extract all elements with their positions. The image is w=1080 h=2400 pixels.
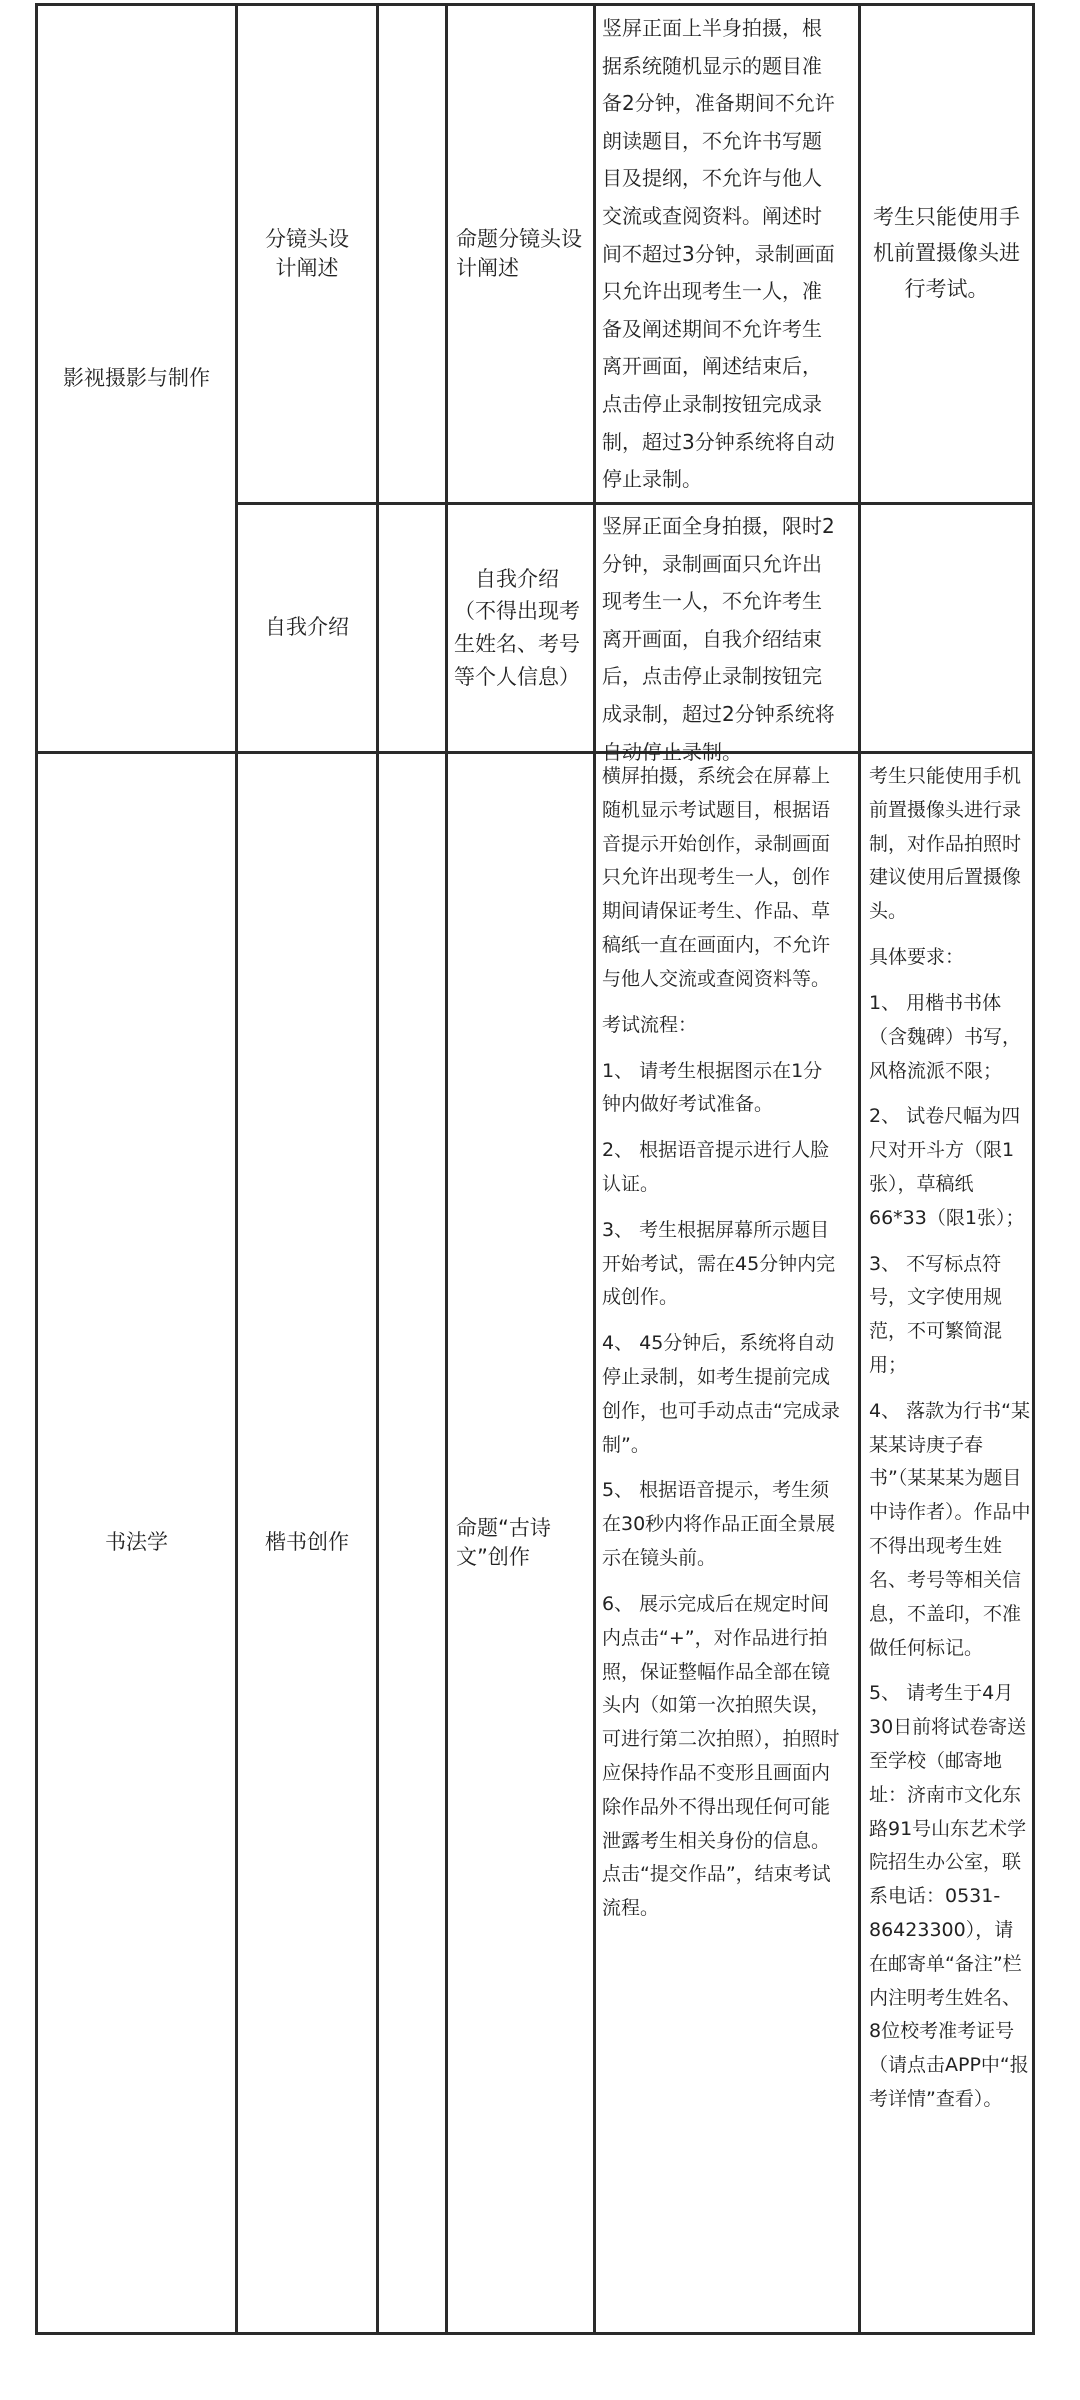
note-paragraph: 1、 用楷书书体（含魏碑）书写，风格流派不限； bbox=[869, 991, 1022, 1082]
requirement-paragraph: 6、 展示完成后在规定时间内点击“+”，对作品进行拍照，保证整幅作品全部在镜头内（如第一次拍照失误，可进行第二次拍照），拍照时应保持作品不变形且画面内除作品外不得出现任何可能泄露考生相关身份的信息。点击“提交作品”，结束考试流程。 bbox=[602, 1592, 840, 1920]
requirement-paragraph: 4、 45分钟后，系统将自动停止录制，如考生提前完成创作，也可手动点击“完成录制”。 bbox=[602, 1332, 840, 1456]
requirement-paragraph: 3、 考生根据屏幕所示题目开始考试，需在45分钟内完成创作。 bbox=[602, 1218, 836, 1309]
subject-name: 分镜头设计阐述 bbox=[265, 226, 349, 280]
requirement-paragraph: 5、 根据语音提示，考生须在30秒内将作品正面全景展示在镜头前。 bbox=[602, 1479, 836, 1570]
note-paragraph: 2、 试卷尺幅为四尺对开斗方（限1张），草稿纸66*33（限1张）； bbox=[869, 1105, 1025, 1229]
subject-name: 自我介绍 bbox=[265, 615, 349, 640]
column-divider bbox=[1032, 3, 1035, 2335]
table-border-bottom bbox=[35, 2332, 1035, 2335]
requirement-paragraph: 1、 请考生根据图示在1分钟内做好考试准备。 bbox=[602, 1059, 823, 1116]
requirement-cell bbox=[596, 508, 840, 771]
requirement-text: 竖屏正面全身拍摄，限时2分钟，录制画面只允许出现考生一人，不允许考生离开画面，自我介绍结束后，点击停止录制按钮完成录制，超过2分钟系统将自动停止录制。 bbox=[602, 514, 835, 764]
major-name: 影视摄影与制作 bbox=[63, 365, 210, 390]
topic-text: 命题“古诗文”创作 bbox=[456, 1515, 551, 1569]
topic-text: 命题分镜头设计阐述 bbox=[456, 226, 582, 280]
subject-cell bbox=[238, 6, 376, 502]
major-name: 书法学 bbox=[105, 1530, 168, 1555]
topic-cell bbox=[448, 754, 586, 2332]
requirement-text: 竖屏正面上半身拍摄，根据系统随机显示的题目准备2分钟，准备期间不允许朗读题目，不允许书写题目及提纲，不允许与他人交流或查阅资料。阐述时间不超过3分钟，录制画面只允许出现考生一人，准备及阐述期间不允许考生离开画面，阐述结束后，点击停止录制按钮完成录制，超过3分钟系统将自动停止录制。 bbox=[602, 16, 835, 492]
major-cell bbox=[38, 754, 235, 2332]
requirement-cell bbox=[596, 760, 840, 1938]
topic-text: 自我介绍 （不得出现考生姓名、考号等个人信息） bbox=[454, 566, 580, 689]
subject-cell bbox=[238, 505, 376, 751]
topic-cell bbox=[448, 505, 586, 751]
subject-cell bbox=[238, 754, 376, 2332]
note-cell bbox=[861, 6, 1032, 502]
requirement-cell bbox=[596, 10, 840, 499]
note-paragraph: 4、 落款为行书“某某某诗庚子春书”（某某某为题目中诗作者）。作品中不得出现考生姓名、考号等相关信息，不盖印，不准做任何标记。 bbox=[869, 1399, 1031, 1659]
requirement-paragraph: 考试流程： bbox=[602, 1013, 698, 1036]
note-cell bbox=[861, 760, 1031, 2129]
note-paragraph: 3、 不写标点符号，文字使用规范，不可繁简混用； bbox=[869, 1252, 1003, 1376]
column-divider bbox=[376, 3, 379, 2335]
note-paragraph: 具体要求： bbox=[869, 946, 965, 969]
note-paragraph: 5、 请考生于4月30日前将试卷寄送至学校（邮寄地址：济南市文化东路91号山东艺术学院招生办公室，联系电话：0531-86423300），请在邮寄单“备注”栏内注明考生姓名、8位校考准考证号（请点击APP中“报考详情”查看）。 bbox=[869, 1682, 1029, 2111]
subject-name: 楷书创作 bbox=[265, 1530, 349, 1555]
requirement-paragraph: 2、 根据语音提示进行人脸认证。 bbox=[602, 1139, 830, 1195]
note-text: 考生只能使用手机前置摄像头进行考试。 bbox=[873, 205, 1020, 301]
major-cell bbox=[38, 6, 235, 751]
note-paragraph: 考生只能使用手机前置摄像头进行录制，对作品拍照时建议使用后置摄像头。 bbox=[869, 765, 1022, 923]
topic-cell bbox=[448, 6, 589, 502]
requirement-paragraph: 横屏拍摄，系统会在屏幕上随机显示考试题目，根据语音提示开始创作，录制画面只允许出现考生一人，创作期间请保证考生、作品、草稿纸一直在画面内，不允许与他人交流或查阅资料等。 bbox=[602, 765, 831, 990]
